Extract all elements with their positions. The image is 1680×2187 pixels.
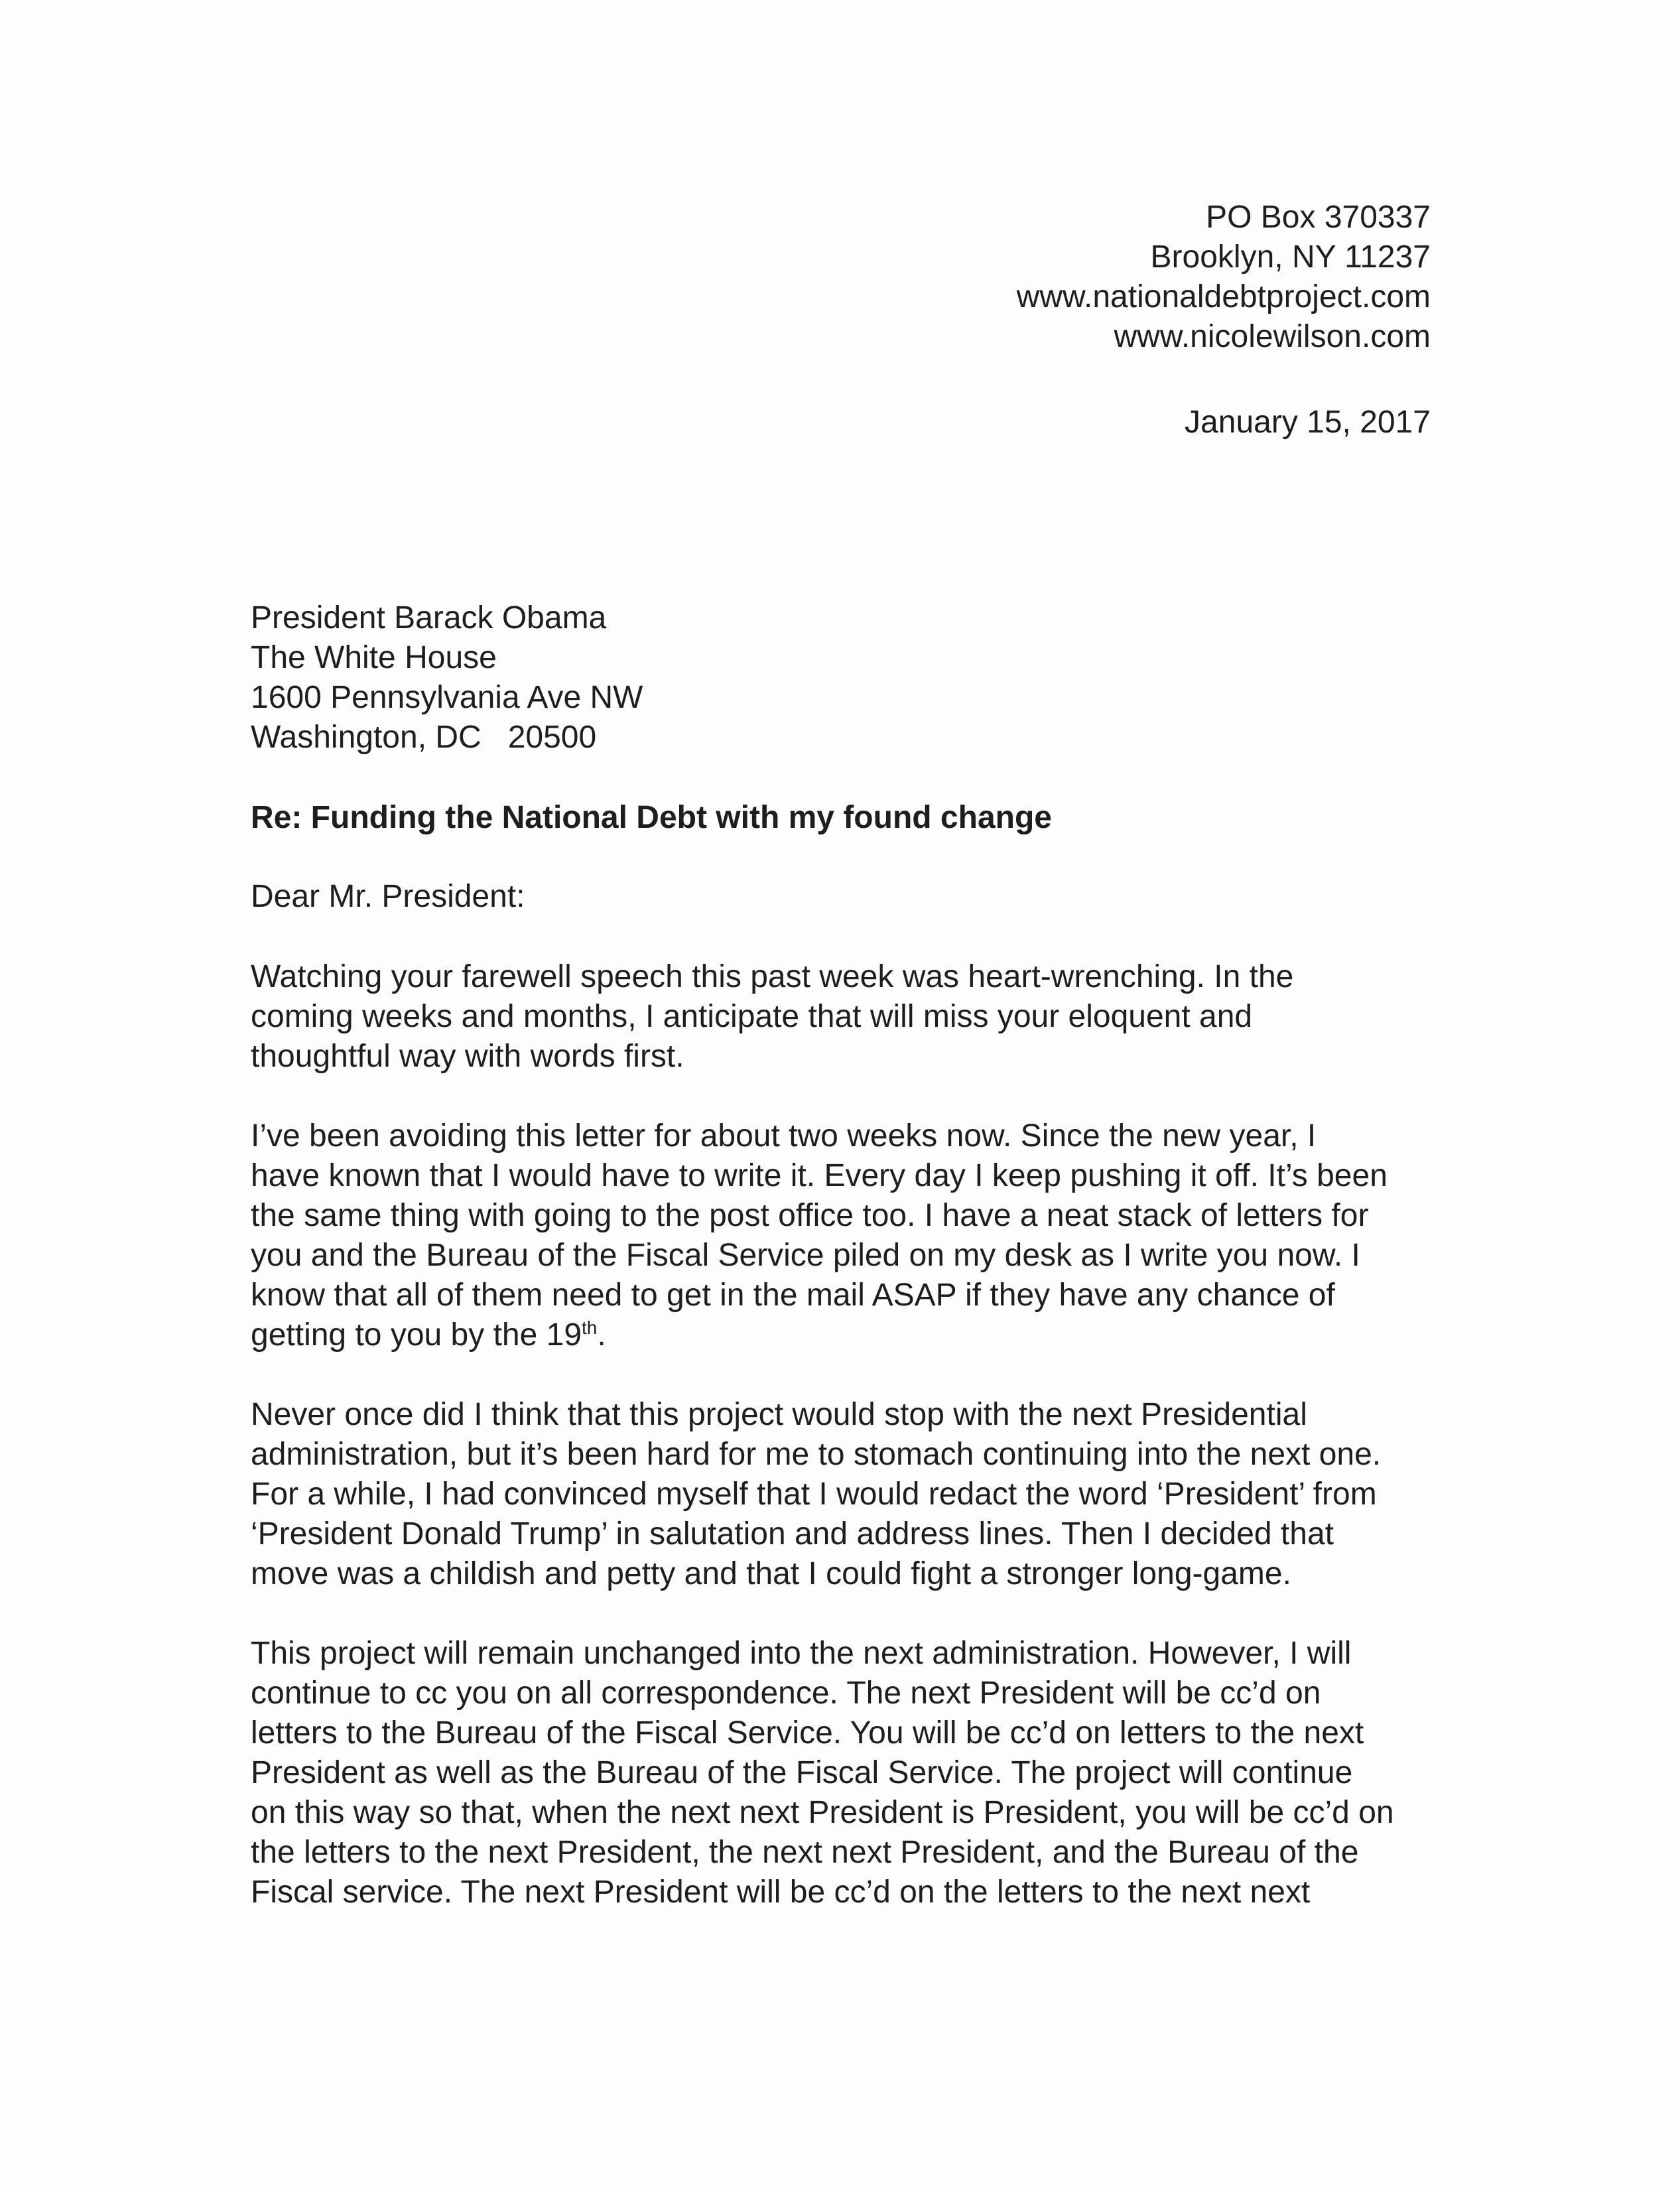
paragraph-line: President as well as the Bureau of the Fiscal Service. The project will continue — [251, 1755, 1353, 1790]
paragraph-line: administration, but it’s been hard for me to stomach continuing into the next one. — [251, 1437, 1382, 1472]
sender-address-block — [1017, 198, 1431, 357]
paragraph-line: I’ve been avoiding this letter for about two weeks now. Since the new year, I — [251, 1118, 1317, 1154]
salutation: Dear Mr. President: — [251, 879, 525, 914]
recipient-address-block — [251, 598, 643, 758]
paragraph-3 — [251, 1395, 1381, 1594]
paragraph-line: ‘President Donald Trump’ in salutation and address lines. Then I decided that — [251, 1516, 1334, 1552]
paragraph-line: continue to cc you on all correspondence. The next President will be cc’d on — [251, 1676, 1321, 1711]
paragraph-line: know that all of them need to get in the mail ASAP if they have any chance of — [251, 1278, 1335, 1313]
paragraph-line: Fiscal service. The next President will be cc’d on the letters to the next next — [251, 1875, 1311, 1910]
sender-city-state-zip: Brooklyn, NY 11237 — [1150, 239, 1431, 275]
letter-date: January 15, 2017 — [1185, 405, 1431, 440]
paragraph-line: on this way so that, when the next next President is President, you will be cc’d on — [251, 1795, 1394, 1830]
paragraph-line: This project will remain unchanged into the next administration. However, I will — [251, 1636, 1352, 1671]
recipient-city-state-zip: Washington, DC 20500 — [251, 720, 597, 755]
paragraph-2 — [251, 1116, 1388, 1355]
paragraph-line: the letters to the next President, the next next President, and the Bureau of the — [251, 1835, 1359, 1870]
paragraph-line: Watching your farewell speech this past week was heart-wrenching. In the — [251, 959, 1294, 994]
paragraph-line: coming weeks and months, I anticipate that will miss your eloquent and — [251, 999, 1253, 1034]
paragraph-1 — [251, 957, 1293, 1077]
sentence-end: . — [597, 1317, 606, 1353]
paragraph-line: have known that I would have to write it. Every day I keep pushing it off. It’s been — [251, 1158, 1388, 1193]
paragraph-line: For a while, I had convinced myself that I would redact the word ‘President’ from — [251, 1477, 1377, 1512]
sender-website-national-debt-project: www.nationaldebtproject.com — [1016, 279, 1431, 314]
paragraph-4 — [251, 1634, 1394, 1912]
sender-website-nicole-wilson: www.nicolewilson.com — [1114, 319, 1431, 354]
recipient-organization: The White House — [251, 640, 497, 675]
sender-po-box: PO Box 370337 — [1206, 200, 1431, 235]
paragraph-line: Never once did I think that this project would stop with the next Presidential — [251, 1397, 1307, 1432]
paragraph-line: the same thing with going to the post office too. I have a neat stack of letters for — [251, 1198, 1369, 1233]
recipient-name: President Barack Obama — [251, 600, 607, 635]
paragraph-line: move was a childish and petty and that I could fight a stronger long-game. — [251, 1556, 1291, 1591]
paragraph-line: thoughtful way with words first. — [251, 1039, 684, 1074]
paragraph-line: letters to the Bureau of the Fiscal Service. You will be cc’d on letters to the next — [251, 1715, 1364, 1751]
paragraph-line-last — [251, 1315, 1388, 1355]
subject-line: Re: Funding the National Debt with my found change — [251, 800, 1052, 835]
ordinal-suffix: th — [582, 1317, 598, 1338]
paragraph-line-text: getting to you by the 19 — [251, 1317, 582, 1353]
paragraph-line: you and the Bureau of the Fiscal Service piled on my desk as I write you now. I — [251, 1238, 1360, 1273]
recipient-street: 1600 Pennsylvania Ave NW — [251, 680, 643, 715]
